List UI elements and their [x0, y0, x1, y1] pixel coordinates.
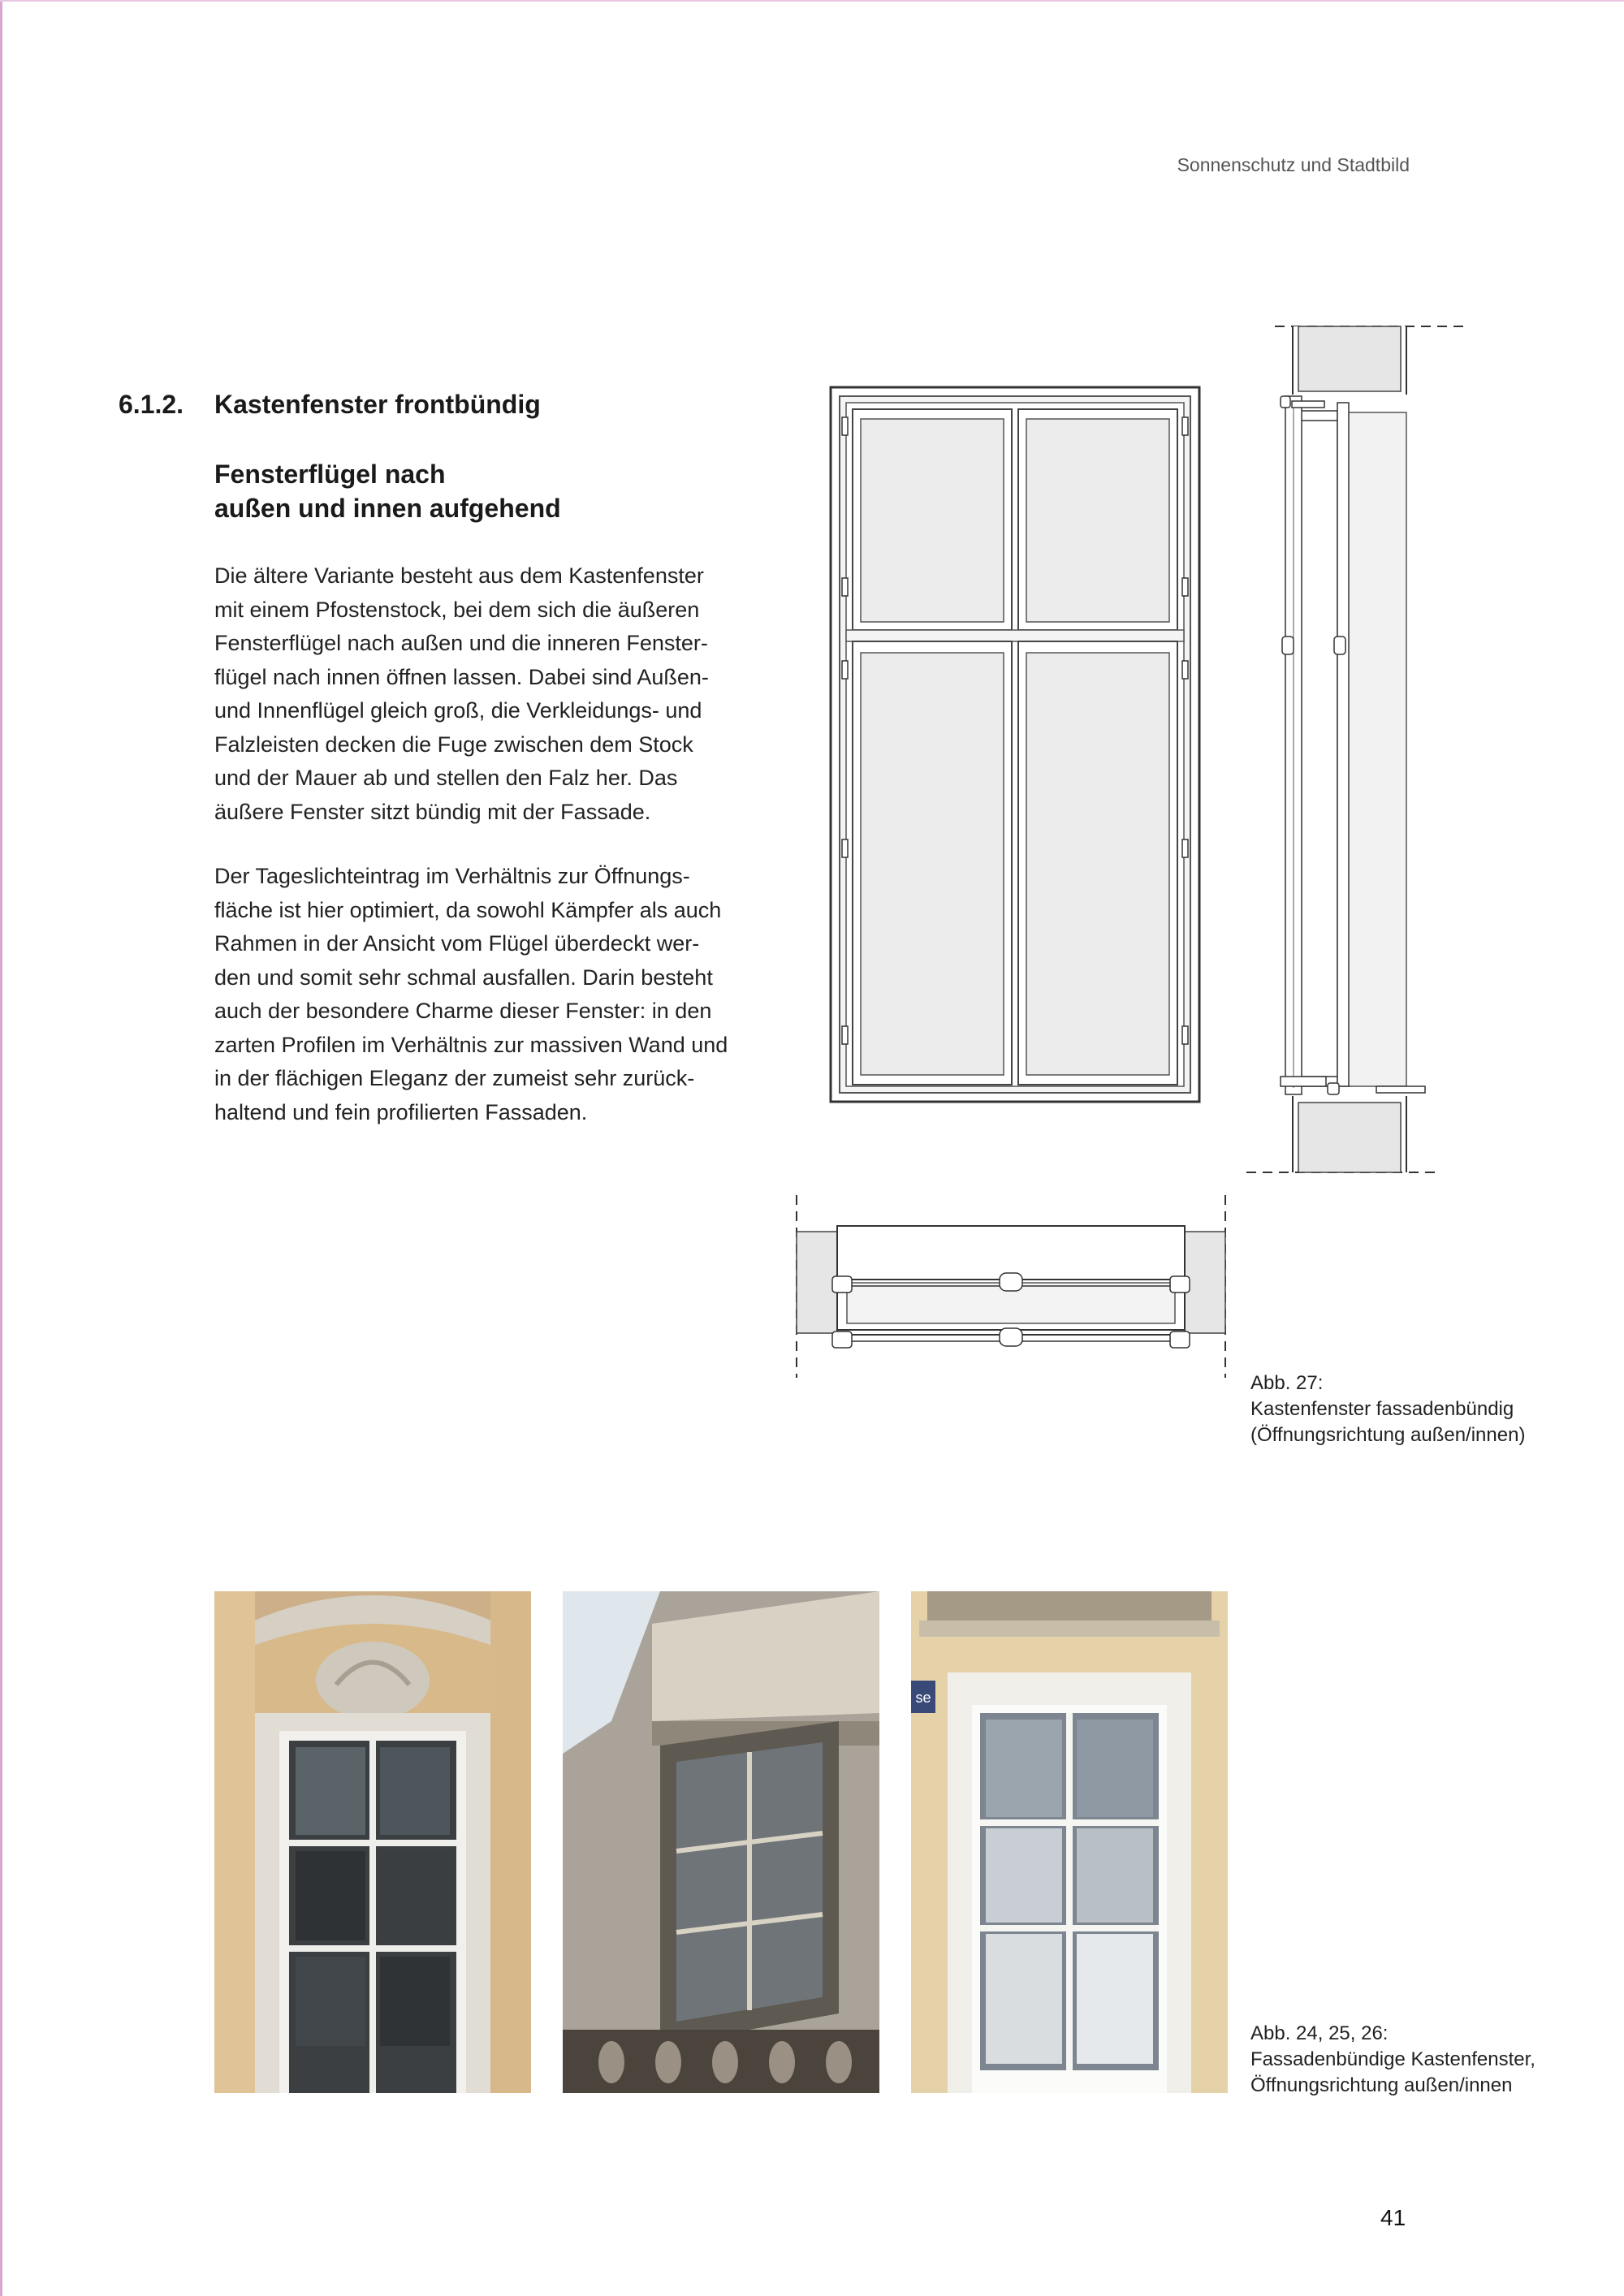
caption-line: Kastenfenster fassadenbündig [1250, 1398, 1514, 1420]
text-line: Rahmen in der Ansicht vom Flügel überdeckt wer- [214, 931, 700, 956]
subtitle [214, 457, 637, 525]
window-elevation-drawing [828, 385, 1202, 1104]
subtitle-line: außen und innen aufgehend [214, 494, 561, 523]
text-line: in der flächigen Eleganz der zumeist sehr zurück- [214, 1066, 695, 1090]
street-sign-text: se [915, 1690, 931, 1706]
paragraph-2 [214, 860, 750, 1129]
text-line: mit einem Pfostenstock, bei dem sich die äußeren [214, 597, 700, 622]
text-line: fläche ist hier optimiert, da sowohl Kämpfer als auch [214, 897, 722, 922]
text-line: äußere Fenster sitzt bündig mit der Fassade. [214, 799, 651, 824]
photo-window-plain [911, 1591, 1228, 2093]
text-line: und der Mauer ab und stellen den Falz her. Das [214, 766, 678, 790]
vertical-section-drawing [1246, 322, 1466, 1177]
text-line: Falzleisten decken die Fuge zwischen dem Stock [214, 732, 693, 757]
text-line: auch der besondere Charme dieser Fenster: in den [214, 999, 712, 1023]
page-edge-marker [0, 0, 2, 2296]
text-line: zarten Profilen im Verhältnis zur massiven Wand und [214, 1032, 728, 1057]
text-line: haltend und fein profilierten Fassaden. [214, 1099, 588, 1124]
section-title: Kastenfenster frontbündig [214, 390, 541, 419]
text-line: flügel nach innen öffnen lassen. Dabei sind Außen- [214, 664, 709, 689]
horizontal-section-drawing [792, 1195, 1230, 1378]
caption-line: Abb. 24, 25, 26: [1250, 2022, 1389, 2044]
text-line: Die ältere Variante besteht aus dem Kastenfenster [214, 563, 704, 588]
text-line: und Innenflügel gleich groß, die Verkleidungs- und [214, 698, 702, 723]
text-line: Der Tageslichteintrag im Verhältnis zur Öffnungs- [214, 864, 690, 888]
running-header: Sonnenschutz und Stadtbild [1177, 154, 1410, 175]
section-number: 6.1.2. [119, 390, 184, 419]
subtitle-line: Fensterflügel nach [214, 460, 446, 489]
text-line: Fensterflügel nach außen und die inneren Fenster- [214, 631, 708, 655]
caption-line: Abb. 27: [1250, 1372, 1324, 1394]
text-line: den und somit sehr schmal ausfallen. Darin besteht [214, 965, 713, 990]
caption-line: (Öffnungsrichtung außen/innen) [1250, 1424, 1526, 1446]
caption-line: Öffnungsrichtung außen/innen [1250, 2074, 1513, 2096]
figure-27-caption [1250, 1370, 1525, 1448]
figure-24-26-caption [1250, 2021, 1535, 2099]
page-number: 41 [1380, 2205, 1406, 2230]
caption-line: Fassadenbündige Kastenfenster, [1250, 2048, 1535, 2070]
photo-window-baroque [214, 1591, 531, 2093]
photo-window-corner [563, 1591, 879, 2093]
page-edge-marker-top [0, 0, 1624, 2]
paragraph-1 [214, 559, 750, 829]
